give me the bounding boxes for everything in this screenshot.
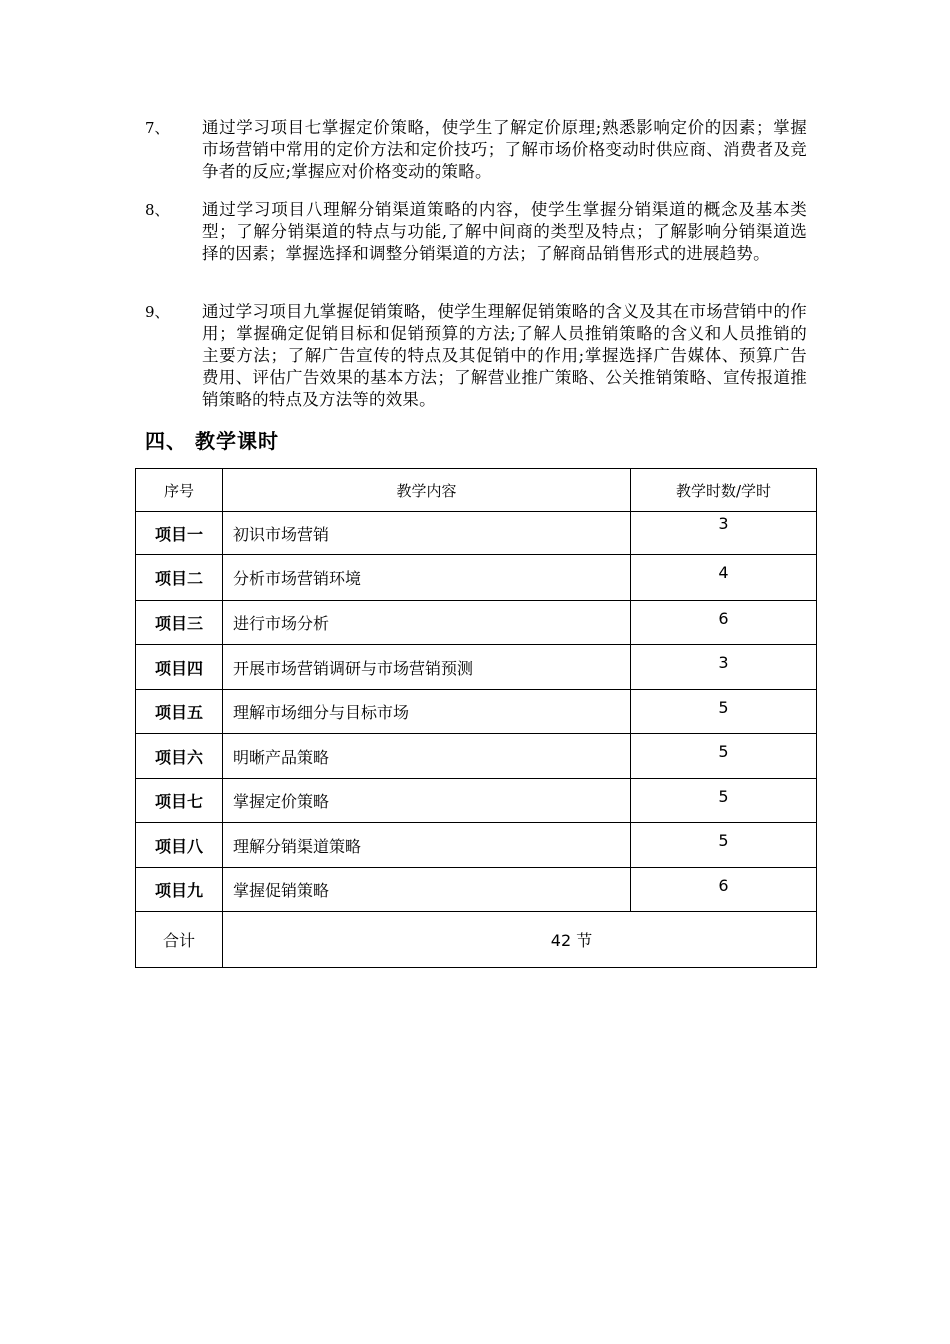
table-row	[136, 690, 817, 734]
table-row	[136, 734, 817, 779]
row-content: 开展市场营销调研与市场营销预测	[223, 645, 631, 690]
objective-number: 7、	[145, 119, 170, 137]
row-id: 项目二	[136, 555, 223, 601]
row-content: 理解分销渠道策略	[223, 823, 631, 868]
objective-text: 通过学习项目七掌握定价策略，使学生了解定价原理;熟悉影响定价的因素；掌握市场营销中常用的定价方法和定价技巧；了解市场价格变动时供应商、消费者及竞争者的反应;掌握应对价格变动的策略。	[202, 118, 807, 181]
row-hours: 6	[631, 601, 817, 645]
table-row	[136, 601, 817, 645]
header-cell-content: 教学内容	[223, 469, 631, 512]
row-content: 初识市场营销	[223, 512, 631, 555]
header-cell-index: 序号	[136, 469, 223, 512]
row-content: 分析市场营销环境	[223, 555, 631, 601]
objective-number: 9、	[145, 303, 170, 321]
row-id: 项目三	[136, 601, 223, 645]
row-content: 明晰产品策略	[223, 734, 631, 779]
row-hours: 6	[631, 868, 817, 912]
table-row	[136, 823, 817, 868]
row-hours: 3	[631, 645, 817, 690]
row-hours: 5	[631, 779, 817, 823]
table-row	[136, 555, 817, 601]
row-id: 项目七	[136, 779, 223, 823]
row-content: 掌握定价策略	[223, 779, 631, 823]
objective-text: 通过学习项目八理解分销渠道策略的内容，使学生掌握分销渠道的概念及基本类型；了解分销渠道的特点与功能,了解中间商的类型及特点；了解影响分销渠道选择的因素；掌握选择和调整分销渠道的方法；了解商品销售形式的进展趋势。	[202, 200, 807, 263]
table-row	[136, 512, 817, 555]
row-id: 项目九	[136, 868, 223, 912]
table-row	[136, 868, 817, 912]
table-total-row	[136, 912, 817, 968]
row-hours: 3	[631, 512, 817, 555]
row-id: 项目一	[136, 512, 223, 555]
section-heading: 四、 教学课时	[145, 429, 279, 453]
row-hours: 4	[631, 555, 817, 601]
table-row	[136, 779, 817, 823]
row-id: 项目五	[136, 690, 223, 734]
total-value: 42 节	[223, 912, 817, 968]
table-row	[136, 645, 817, 690]
row-hours: 5	[631, 734, 817, 779]
row-hours: 5	[631, 823, 817, 868]
objective-text: 通过学习项目九掌握促销策略，使学生理解促销策略的含义及其在市场营销中的作用；掌握确定促销目标和促销预算的方法;了解人员推销策略的含义和人员推销的主要方法；了解广告宣传的特点及其促销中的作用;掌握选择广告媒体、预算广告费用、评估广告效果的基本方法；了解营业推广策略、公关推销策略、宣传报道推销策略的特点及方法等的效果。	[202, 302, 807, 409]
row-content: 进行市场分析	[223, 601, 631, 645]
row-content: 掌握促销策略	[223, 868, 631, 912]
row-hours: 5	[631, 690, 817, 734]
teaching-hours-table	[135, 468, 817, 968]
row-id: 项目六	[136, 734, 223, 779]
objective-number: 8、	[145, 201, 170, 219]
table-header-row	[136, 469, 817, 512]
header-cell-hours: 教学时数/学时	[631, 469, 817, 512]
row-id: 项目八	[136, 823, 223, 868]
row-content: 理解市场细分与目标市场	[223, 690, 631, 734]
total-label: 合计	[136, 912, 223, 968]
row-id: 项目四	[136, 645, 223, 690]
